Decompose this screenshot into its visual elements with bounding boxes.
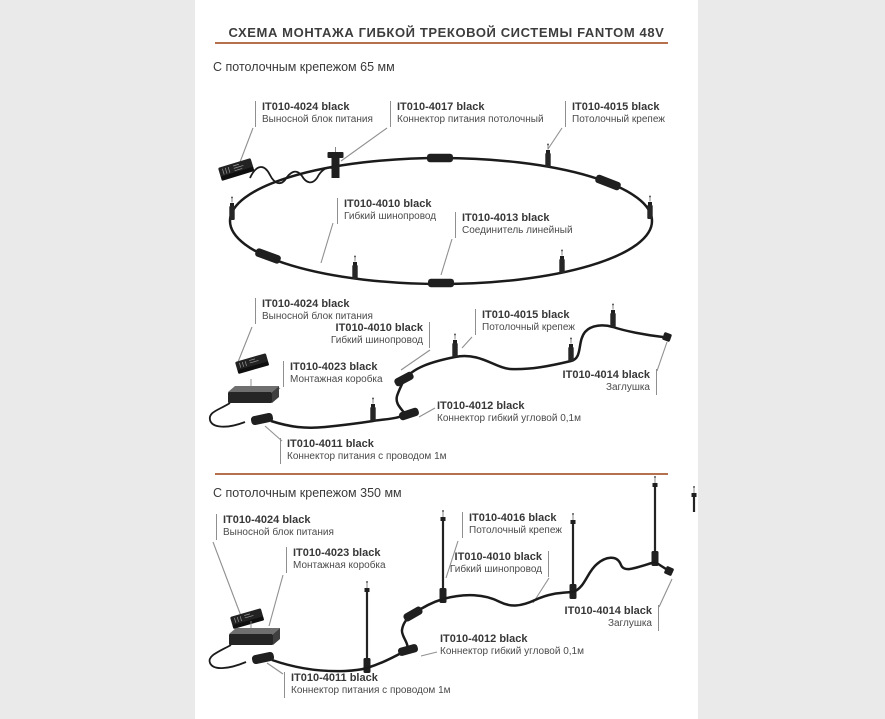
ceiling-mount-350-icon [364, 581, 371, 673]
label-ceiling-mount [565, 101, 665, 127]
part-code: IT010-4011 black [291, 672, 378, 684]
part-code: IT010-4012 black [437, 400, 525, 412]
part-desc: Потолочный крепеж [572, 114, 665, 126]
part-code: IT010-4010 black [335, 322, 423, 334]
label-end-cap [565, 605, 659, 631]
label-flexible-track [450, 551, 549, 577]
part-code: IT010-4015 black [572, 101, 660, 113]
power-cord [210, 403, 245, 427]
label-ceiling-mount [462, 512, 562, 538]
label-end-cap [563, 369, 657, 395]
ceiling-mount-350-partial-icon [692, 486, 697, 512]
ceiling-mount-350-icon [570, 513, 577, 599]
part-code: IT010-4010 black [454, 551, 542, 563]
part-desc: Коннектор питания с проводом 1м [287, 451, 447, 463]
part-desc: Гибкий шинопровод [330, 335, 423, 347]
part-code: IT010-4010 black [344, 198, 432, 210]
ceiling-mount-350-icon [652, 476, 659, 566]
label-linear-connector [455, 212, 573, 238]
part-code: IT010-4014 black [562, 369, 650, 381]
power-feed-connector-icon [250, 412, 273, 425]
ceiling-mount-350-icon [440, 510, 447, 603]
part-desc: Выносной блок питания [262, 311, 373, 323]
mounting-box-icon [229, 628, 280, 645]
mounting-box-icon [228, 386, 279, 403]
label-mounting-box [283, 361, 383, 387]
part-desc: Гибкий шинопровод [344, 211, 437, 223]
label-mounting-box [286, 547, 386, 573]
title-divider [215, 42, 668, 44]
part-desc: Выносной блок питания [262, 114, 373, 126]
label-flexible-track [331, 322, 430, 348]
section-divider [215, 473, 668, 475]
part-code: IT010-4024 black [262, 298, 350, 310]
part-desc: Коннектор питания с проводом 1м [291, 685, 451, 697]
part-code: IT010-4023 black [293, 547, 381, 559]
label-corner-connector [440, 633, 584, 659]
part-desc: Коннектор гибкий угловой 0,1м [437, 413, 581, 425]
part-desc: Гибкий шинопровод [449, 564, 542, 576]
label-corner-connector [437, 400, 581, 426]
part-desc: Потолочный крепеж [469, 525, 562, 537]
label-power-feed-connector [284, 672, 451, 698]
part-code: IT010-4015 black [482, 309, 570, 321]
part-code: IT010-4014 black [564, 605, 652, 617]
end-cap-icon [662, 332, 672, 342]
part-code: IT010-4011 black [287, 438, 374, 450]
section-heading-350mm: С потолочным крепежом 350 мм [213, 486, 402, 500]
part-code: IT010-4012 black [440, 633, 528, 645]
power-feed-connector-icon [251, 651, 274, 664]
part-desc: Потолочный крепеж [482, 322, 575, 334]
flexible-track-ring [230, 158, 652, 284]
part-desc: Соединитель линейный [462, 225, 573, 237]
power-cord [210, 645, 246, 668]
power-supply-icon [218, 158, 254, 181]
label-power-feed-connector [280, 438, 447, 464]
part-code: IT010-4024 black [262, 101, 350, 113]
part-code: IT010-4013 black [462, 212, 550, 224]
label-flexible-track [337, 198, 436, 224]
label-power-supply [255, 298, 373, 324]
section-heading-65mm: С потолочным крепежом 65 мм [213, 60, 395, 74]
label-ceiling-power-connector [390, 101, 544, 127]
part-code: IT010-4016 black [469, 512, 557, 524]
label-ceiling-mount [475, 309, 575, 335]
part-desc: Заглушка [605, 382, 650, 394]
ceiling-power-connector-icon [328, 147, 344, 178]
part-code: IT010-4023 black [290, 361, 378, 373]
part-desc: Монтажная коробка [293, 560, 386, 572]
label-power-supply [216, 514, 334, 540]
part-desc: Коннектор гибкий угловой 0,1м [440, 646, 584, 658]
power-supply-icon [230, 608, 264, 629]
part-code: IT010-4017 black [397, 101, 485, 113]
page-title: СХЕМА МОНТАЖА ГИБКОЙ ТРЕКОВОЙ СИСТЕМЫ FANTOM 48V [228, 25, 665, 40]
part-desc: Монтажная коробка [290, 374, 383, 386]
label-power-supply [255, 101, 373, 127]
part-code: IT010-4024 black [223, 514, 311, 526]
part-desc: Коннектор питания потолочный [397, 114, 544, 126]
part-desc: Заглушка [607, 618, 652, 630]
part-desc: Выносной блок питания [223, 527, 334, 539]
